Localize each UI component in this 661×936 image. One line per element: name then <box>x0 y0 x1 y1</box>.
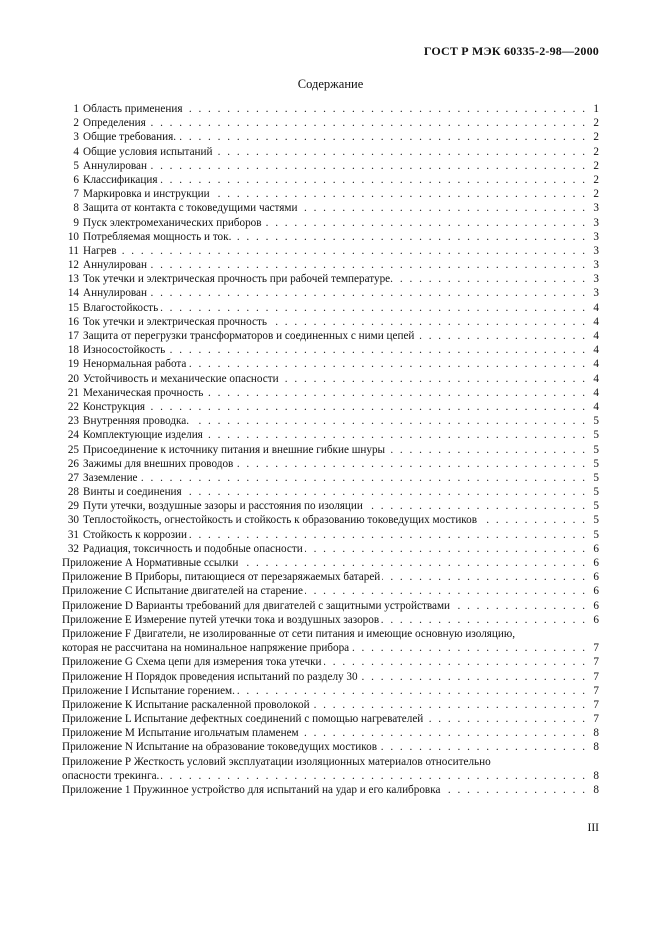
table-of-contents <box>62 102 599 797</box>
toc-leader-dots <box>305 542 587 556</box>
toc-entry-page: 4 <box>593 358 599 371</box>
toc-entry-label: Заземление <box>83 471 138 484</box>
toc-entry-page: 6 <box>593 542 599 555</box>
toc-entry[interactable] <box>62 712 599 726</box>
toc-entry-number: 22 <box>67 400 79 413</box>
toc-entry-number: 5 <box>73 159 79 172</box>
toc-entry-page: 2 <box>593 188 599 201</box>
toc-entry-label: Маркировка и инструкции <box>83 188 210 201</box>
toc-entry-label: Защита от перегрузки трансформаторов и соединенных с ними цепей <box>83 330 415 342</box>
toc-leader-dots <box>269 315 587 329</box>
toc-entry-page: 6 <box>593 571 599 584</box>
toc-leader-dots <box>147 400 587 414</box>
toc-entry-number: 18 <box>67 344 79 357</box>
toc-entry-label: Классификация <box>83 173 158 186</box>
toc-entry[interactable] <box>62 357 599 371</box>
toc-leader-dots <box>184 485 587 499</box>
toc-entry-number: 10 <box>67 230 79 243</box>
toc-entry-page: 4 <box>593 301 599 314</box>
toc-entry-number: 16 <box>67 315 79 328</box>
toc-entry-page: 7 <box>593 656 599 669</box>
toc-leader-dots <box>381 613 587 627</box>
toc-entry[interactable] <box>62 528 599 542</box>
toc-entry[interactable] <box>62 102 599 116</box>
toc-entry-number: 8 <box>73 202 79 215</box>
toc-entry[interactable] <box>62 755 599 769</box>
toc-entry-label: Присоединение к источнику питания и внешние гибкие шнуры <box>83 443 386 456</box>
toc-entry-number: 23 <box>67 415 79 428</box>
toc-entry[interactable] <box>62 116 599 130</box>
toc-entry-label: Теплостойкость, огнестойкость и стойкость к образованию токоведущих мостиков <box>83 514 478 527</box>
toc-entry[interactable] <box>62 556 599 570</box>
toc-entry-label: Потребляемая мощность и ток. <box>83 230 232 243</box>
toc-entry-label: Радиация, токсичность и подобные опасности <box>83 542 303 555</box>
toc-entry-page: 3 <box>593 273 599 286</box>
toc-entry[interactable] <box>62 769 599 783</box>
toc-leader-dots <box>379 740 587 754</box>
toc-entry-label: Приложение Р Жесткость условий эксплуатации изоляционных материалов относительно <box>62 755 491 768</box>
toc-entry-number: 28 <box>67 486 79 499</box>
toc-entry-number: 24 <box>67 429 79 442</box>
toc-entry-label: Общие условия испытаний <box>83 145 213 158</box>
toc-entry-label: Комплектующие изделия <box>83 429 203 442</box>
toc-leader-dots <box>240 556 587 570</box>
toc-entry-label: Приложение I Испытание горением. <box>62 684 235 697</box>
toc-entry[interactable] <box>62 301 599 315</box>
toc-entry-number: 3 <box>73 131 79 144</box>
toc-entry-number: 25 <box>67 443 79 456</box>
toc-leader-dots <box>365 499 587 513</box>
toc-entry-label: Защита от контакта с токоведущими частями <box>83 202 298 215</box>
toc-leader-dots <box>149 286 587 300</box>
toc-entry-page: 5 <box>593 471 599 484</box>
toc-entry-number: 19 <box>67 358 79 371</box>
toc-entry-number: 12 <box>67 259 79 272</box>
toc-entry-number: 9 <box>73 216 79 229</box>
toc-entry[interactable] <box>62 443 599 457</box>
toc-entry-page: 6 <box>593 599 599 612</box>
toc-entry-label: Общие требования. <box>83 131 177 144</box>
toc-entry-page: 2 <box>593 131 599 144</box>
toc-entry-label: Влагостойкость <box>83 301 159 314</box>
toc-entry-page: 5 <box>593 514 599 527</box>
toc-entry-page: 2 <box>593 145 599 158</box>
toc-entry-label: Приложение М Испытание игольчатым пламенем <box>62 727 299 740</box>
toc-leader-dots <box>167 343 587 357</box>
toc-entry-label: Область применения <box>83 103 183 115</box>
toc-entry-number: 20 <box>67 372 79 385</box>
toc-entry[interactable] <box>62 499 599 513</box>
toc-leader-dots <box>188 357 587 371</box>
toc-entry-page: 3 <box>593 230 599 243</box>
toc-entry-number: 29 <box>67 500 79 513</box>
toc-entry-page: 6 <box>593 557 599 569</box>
toc-entry[interactable] <box>62 584 599 598</box>
toc-entry-label: Определения <box>83 117 146 130</box>
toc-entry-label: Аннулирован <box>83 287 147 300</box>
toc-leader-dots <box>233 230 587 244</box>
toc-entry-label: Ток утечки и электрическая прочность при рабочей температуре. <box>83 273 393 286</box>
toc-entry[interactable] <box>62 457 599 471</box>
toc-entry-page: 2 <box>593 117 599 130</box>
toc-entry[interactable] <box>62 343 599 357</box>
toc-entry-page: 4 <box>593 400 599 413</box>
toc-entry-page: 7 <box>593 698 599 711</box>
toc-leader-dots <box>212 187 587 201</box>
toc-entry-number: 32 <box>67 542 79 555</box>
toc-entry-label: Приложение F Двигатели, не изолированные от сети питания и имеющие основную изоляцию, <box>62 627 516 640</box>
toc-entry-label: Конструкция <box>83 400 146 413</box>
toc-entry-page: 7 <box>593 713 599 726</box>
toc-leader-dots <box>160 301 587 315</box>
toc-entry[interactable] <box>62 542 599 556</box>
toc-entry-page: 3 <box>593 216 599 229</box>
toc-entry-label: Винты и соединения <box>83 486 182 499</box>
toc-entry-label: Износостойкость <box>83 344 166 357</box>
toc-entry-page: 6 <box>593 585 599 598</box>
toc-entry-label: Устойчивость и механические опасности <box>83 372 279 385</box>
toc-leader-dots <box>184 102 587 116</box>
toc-leader-dots <box>161 769 587 783</box>
toc-entry[interactable] <box>62 258 599 272</box>
document-header: ГОСТ Р МЭК 60335-2-98—2000 <box>423 44 599 58</box>
toc-leader-dots <box>237 684 587 698</box>
toc-entry-label: Приложение В Приборы, питающиеся от перезаряжаемых батарей <box>62 571 381 584</box>
toc-entry[interactable] <box>62 244 599 258</box>
toc-entry-number: 14 <box>67 287 79 300</box>
toc-leader-dots <box>205 386 587 400</box>
toc-entry[interactable] <box>62 783 599 797</box>
toc-entry-number: 17 <box>67 330 79 342</box>
toc-entry[interactable] <box>62 145 599 159</box>
toc-entry-page: 4 <box>593 330 599 342</box>
toc-entry-number: 6 <box>73 173 79 186</box>
toc-entry-page: 5 <box>593 429 599 442</box>
toc-entry-number: 26 <box>67 457 79 470</box>
toc-leader-dots <box>235 457 587 471</box>
toc-entry-page: 3 <box>593 244 599 257</box>
toc-entry-page: 8 <box>593 741 599 754</box>
toc-entry-label: Приложение А Нормативные ссылки <box>62 557 239 569</box>
toc-entry[interactable] <box>62 428 599 442</box>
toc-leader-dots <box>301 726 587 740</box>
toc-entry-page: 8 <box>593 784 599 796</box>
toc-entry[interactable] <box>62 570 599 584</box>
toc-entry[interactable] <box>62 655 599 669</box>
toc-entry-page: 4 <box>593 315 599 328</box>
toc-leader-dots <box>351 641 587 655</box>
toc-entry[interactable] <box>62 513 599 527</box>
toc-entry-page: 4 <box>593 344 599 357</box>
toc-entry[interactable] <box>62 130 599 144</box>
toc-entry-page: 7 <box>593 684 599 697</box>
toc-entry-label: Ненормальная работа <box>83 358 187 371</box>
page-number: III <box>587 822 599 834</box>
toc-entry-number: 11 <box>68 244 79 257</box>
toc-leader-dots <box>299 201 587 215</box>
toc-entry[interactable] <box>62 485 599 499</box>
toc-entry-page: 7 <box>593 642 599 655</box>
toc-entry-label: Нагрев <box>83 244 117 257</box>
toc-leader-dots <box>189 528 587 542</box>
toc-entry-label: Приложение D Варианты требований для двигателей с защитными устройствами <box>62 599 451 612</box>
toc-entry-number: 21 <box>67 386 79 399</box>
toc-entry[interactable] <box>62 216 599 230</box>
toc-leader-dots <box>264 216 587 230</box>
toc-entry-label: Приложение Е Измерение путей утечки тока и воздушных зазоров <box>62 613 380 626</box>
toc-entry[interactable] <box>62 201 599 215</box>
toc-entry-page: 4 <box>593 386 599 399</box>
toc-entry-number: 2 <box>73 117 79 130</box>
toc-entry-page: 8 <box>593 727 599 740</box>
toc-entry-number: 27 <box>67 471 79 484</box>
toc-entry-page: 1 <box>593 103 599 115</box>
toc-entry-page: 3 <box>593 259 599 272</box>
toc-entry[interactable] <box>62 726 599 740</box>
toc-leader-dots <box>140 471 587 485</box>
toc-entry-page: 3 <box>593 202 599 215</box>
toc-leader-dots <box>395 272 587 286</box>
toc-entry[interactable] <box>62 613 599 627</box>
toc-entry-label: Аннулирован <box>83 159 147 172</box>
toc-entry-number: 7 <box>73 188 79 201</box>
toc-leader-dots <box>191 414 587 428</box>
toc-entry[interactable] <box>62 670 599 684</box>
toc-entry[interactable] <box>62 599 599 613</box>
toc-leader-dots <box>149 159 587 173</box>
toc-entry[interactable] <box>62 740 599 754</box>
toc-leader-dots <box>360 670 587 684</box>
toc-entry-label: опасности трекинга. <box>62 769 160 782</box>
toc-entry[interactable] <box>62 315 599 329</box>
toc-entry[interactable] <box>62 372 599 386</box>
toc-entry[interactable] <box>62 641 599 655</box>
toc-entry-label: Приложение L Испытание дефектных соединений с помощью нагревателей <box>62 713 424 726</box>
toc-leader-dots <box>452 599 587 613</box>
toc-entry-label: Пуск электромеханических приборов <box>83 216 262 229</box>
toc-entry-number: 15 <box>67 301 79 314</box>
toc-leader-dots <box>178 130 587 144</box>
toc-entry-label: Ток утечки и электрическая прочность <box>83 315 267 328</box>
toc-entry-number: 4 <box>73 145 79 158</box>
toc-leader-dots <box>442 783 587 797</box>
toc-entry[interactable] <box>62 159 599 173</box>
toc-entry-number: 1 <box>73 103 79 115</box>
toc-entry-page: 6 <box>593 613 599 626</box>
toc-leader-dots <box>149 258 587 272</box>
toc-leader-dots <box>148 116 587 130</box>
toc-leader-dots <box>205 428 587 442</box>
toc-entry-page: 5 <box>593 528 599 541</box>
toc-entry-label: Приложение С Испытание двигателей на старение <box>62 585 303 598</box>
toc-entry-label: Приложение 1 Пружинное устройство для испытаний на удар и его калибровка <box>62 784 441 796</box>
toc-entry[interactable] <box>62 187 599 201</box>
toc-entry-number: 13 <box>67 273 79 286</box>
toc-entry-page: 4 <box>593 372 599 385</box>
toc-entry-label: Приложение Н Порядок проведения испытаний по разделу 30 <box>62 670 358 683</box>
toc-entry[interactable] <box>62 627 599 641</box>
toc-entry-label: Зажимы для внешних проводов <box>83 457 234 470</box>
toc-entry-page: 3 <box>593 287 599 300</box>
toc-leader-dots <box>387 443 587 457</box>
toc-leader-dots <box>425 712 587 726</box>
toc-leader-dots <box>312 698 587 712</box>
toc-entry-number: 30 <box>67 514 79 527</box>
toc-entry[interactable] <box>62 698 599 712</box>
toc-entry[interactable] <box>62 386 599 400</box>
toc-entry-label: Приложение N Испытание на образование токоведущих мостиков <box>62 741 378 754</box>
toc-entry[interactable] <box>62 471 599 485</box>
toc-leader-dots <box>479 513 587 527</box>
toc-leader-dots <box>305 584 587 598</box>
toc-entry-label: Приложение К Испытание раскаленной проволокой <box>62 698 310 711</box>
toc-entry-label: Приложение G Схема цепи для измерения тока утечки <box>62 656 322 669</box>
toc-entry-number: 31 <box>67 528 79 541</box>
toc-leader-dots <box>416 329 587 343</box>
toc-entry-label: которая не рассчитана на номинальное напряжение прибора <box>62 642 350 655</box>
toc-leader-dots <box>215 145 588 159</box>
toc-entry-page: 7 <box>593 670 599 683</box>
toc-entry-page: 5 <box>593 486 599 499</box>
toc-entry[interactable] <box>62 286 599 300</box>
toc-leader-dots <box>281 372 587 386</box>
toc-entry[interactable] <box>62 173 599 187</box>
toc-entry[interactable] <box>62 272 599 286</box>
toc-entry[interactable] <box>62 684 599 698</box>
toc-leader-dots <box>324 655 587 669</box>
toc-leader-dots <box>118 244 587 258</box>
toc-entry-label: Пути утечки, воздушные зазоры и расстояния по изоляции <box>83 500 363 513</box>
toc-entry-page: 8 <box>593 769 599 782</box>
toc-entry-label: Механическая прочность <box>83 386 204 399</box>
toc-entry[interactable] <box>62 230 599 244</box>
toc-leader-dots <box>160 173 587 187</box>
toc-entry[interactable] <box>62 400 599 414</box>
toc-entry-page: 2 <box>593 159 599 172</box>
toc-entry-label: Аннулирован <box>83 259 147 272</box>
page-title: Содержание <box>297 77 364 91</box>
toc-leader-dots <box>382 570 587 584</box>
toc-entry-page: 5 <box>593 443 599 456</box>
toc-entry[interactable] <box>62 329 599 343</box>
toc-entry-page: 5 <box>593 415 599 428</box>
toc-entry[interactable] <box>62 414 599 428</box>
toc-entry-page: 5 <box>593 500 599 513</box>
toc-entry-label: Стойкость к коррозии <box>83 528 187 541</box>
toc-entry-page: 2 <box>593 173 599 186</box>
toc-entry-page: 5 <box>593 457 599 470</box>
toc-entry-label: Внутренняя проводка. <box>83 415 190 428</box>
